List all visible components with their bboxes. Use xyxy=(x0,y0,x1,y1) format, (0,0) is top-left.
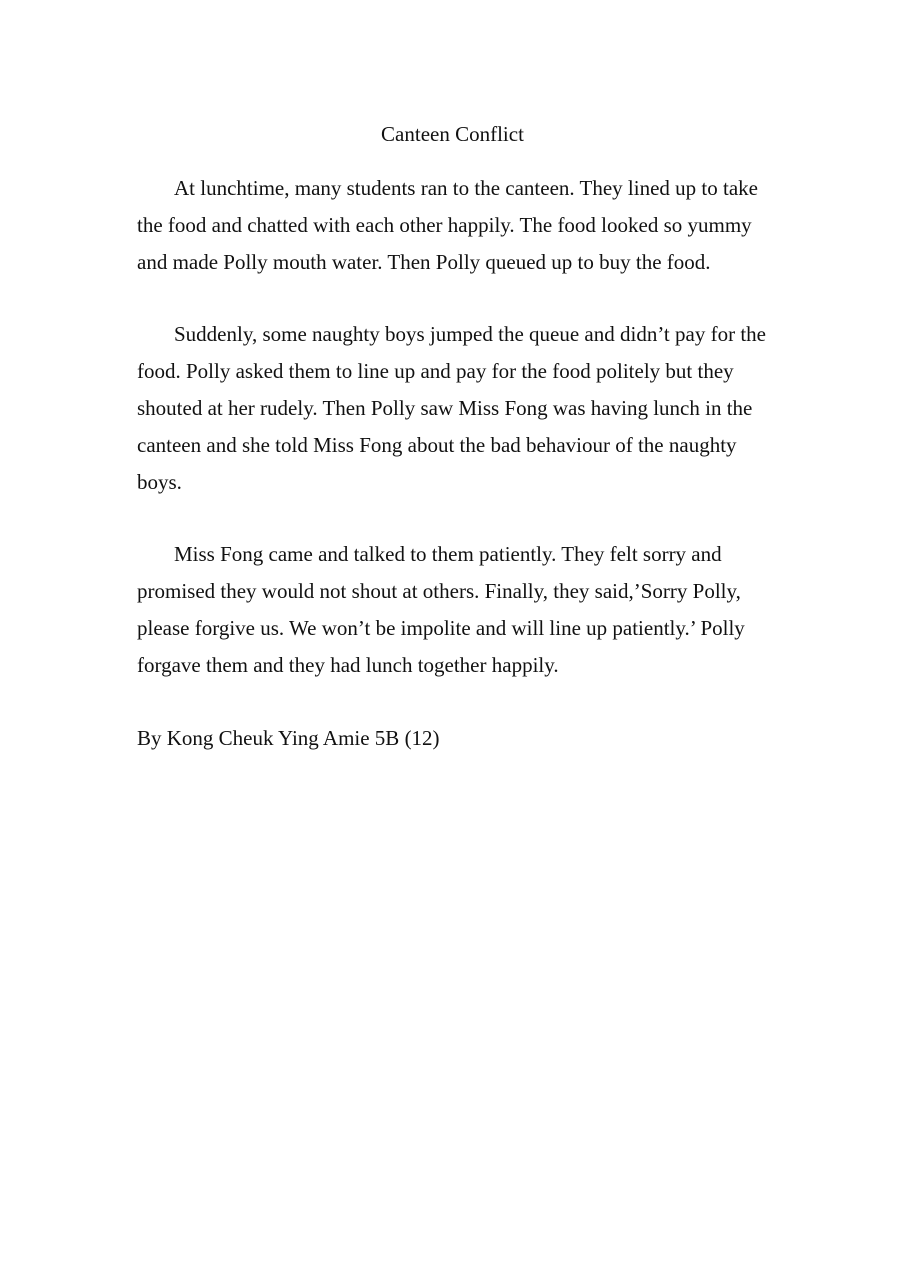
document-title: Canteen Conflict xyxy=(381,122,524,146)
author-byline: By Kong Cheuk Ying Amie 5B (12) xyxy=(137,726,440,750)
paragraph-3: Miss Fong came and talked to them patiently. They felt sorry and promised they would not shout at others. Finally, they said,’Sorry Polly, please forgive us. We won’t be impolite and will line up patiently.’ Polly forgave them and they had lunch together happily. xyxy=(137,542,745,677)
paragraph-1: At lunchtime, many students ran to the canteen. They lined up to take the food and chatted with each other happily. The food looked so yummy and made Polly mouth water. Then Polly queued up to buy the food. xyxy=(137,176,758,274)
paragraph-2: Suddenly, some naughty boys jumped the queue and didn’t pay for the food. Polly asked them to line up and pay for the food politely but they shouted at her rudely. Then Polly saw Miss Fong was having lunch in the canteen and she told Miss Fong about the bad behaviour of the naughty boys. xyxy=(137,322,766,494)
